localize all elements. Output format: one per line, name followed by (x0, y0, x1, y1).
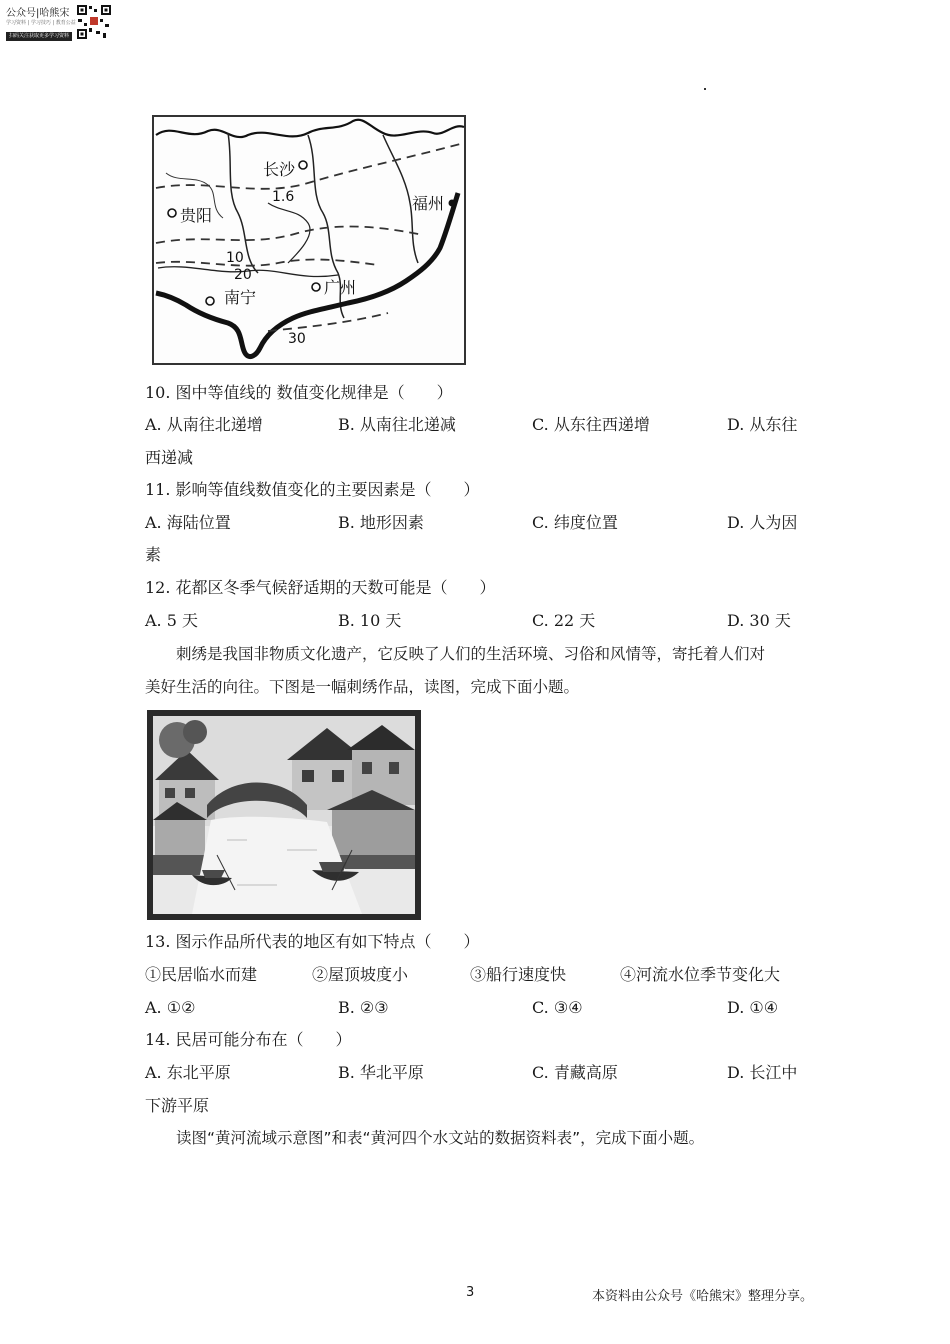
question-12-stem: 12. 花都区冬季气候舒适期的天数可能是（ ） (145, 578, 496, 597)
q12-option-c: C. 22 天 (532, 611, 596, 630)
footer-note: 本资料由公众号《哈熊宋》整理分享。 (592, 1289, 814, 1304)
q13-option-a: A. ①② (145, 998, 196, 1017)
q13-item-3: ③船行速度快 (470, 965, 567, 984)
q12-option-b: B. 10 天 (338, 611, 402, 630)
q14-option-d-wrap: 下游平原 (145, 1096, 210, 1115)
q13-item-1: ①民居临水而建 (145, 965, 258, 984)
isoline-label: 20 (234, 267, 252, 283)
qr-code-icon (76, 4, 112, 40)
intro-paragraph-2: 读图“黄河流域示意图”和表“黄河四个水文站的数据资料表”，完成下面小题。 (176, 1129, 705, 1147)
q13-option-b: B. ②③ (338, 998, 389, 1017)
intro-paragraph-line-1: 刺绣是我国非物质文化遗产，它反映了人们的生活环境、习俗和风情等，寄托着人们对 (176, 645, 766, 663)
stray-dot (704, 88, 706, 90)
city-label-nanning: 南宁 (224, 288, 257, 307)
q11-option-d: D. 人为因 (727, 513, 798, 532)
q12-option-d: D. 30 天 (727, 611, 791, 630)
embroidery-picture (147, 710, 421, 920)
q10-option-b: B. 从南往北递减 (338, 415, 456, 434)
q14-option-a: A. 东北平原 (145, 1063, 231, 1082)
question-13-stem: 13. 图示作品所代表的地区有如下特点（ ） (145, 932, 480, 951)
city-label-changsha: 长沙 (263, 160, 296, 179)
page-number: 3 (466, 1285, 475, 1300)
q10-option-c: C. 从东往西递增 (532, 415, 650, 434)
city-label-guangzhou: 广州 (324, 278, 357, 297)
isoline-label: 10 (226, 250, 244, 266)
question-10-stem: 10. 图中等值线的 数值变化规律是（ ） (145, 383, 453, 402)
q13-option-d: D. ①④ (727, 998, 779, 1017)
q13-option-c: C. ③④ (532, 998, 583, 1017)
q14-option-c: C. 青藏高原 (532, 1063, 618, 1082)
isoline-label: 30 (288, 331, 306, 347)
q13-item-4: ④河流水位季节变化大 (620, 965, 781, 984)
q11-option-b: B. 地形因素 (338, 513, 424, 532)
brand-header (6, 4, 112, 42)
q10-option-a: A. 从南往北递增 (145, 415, 263, 434)
q11-option-c: C. 纬度位置 (532, 513, 618, 532)
q14-option-d: D. 长江中 (727, 1063, 798, 1082)
q13-item-2: ②屋顶坡度小 (312, 965, 409, 984)
brand-tags: 学习资料 | 学习技巧 | 教育公益 (6, 20, 76, 26)
city-label-fuzhou: 福州 (412, 194, 445, 213)
q10-option-d: D. 从东往 (727, 415, 798, 434)
q11-option-a: A. 海陆位置 (145, 513, 231, 532)
isoline-label: 1.6 (272, 189, 295, 205)
question-14-stem: 14. 民居可能分布在（ ） (145, 1030, 352, 1049)
brand-name: 公众号|哈熊宋 (6, 8, 70, 19)
intro-paragraph-line-2: 美好生活的向往。下图是一幅刺绣作品，读图，完成下面小题。 (145, 678, 580, 696)
question-11-stem: 11. 影响等值线数值变化的主要因素是（ ） (145, 480, 480, 499)
city-label-guiyang: 贵阳 (180, 206, 213, 225)
q12-option-a: A. 5 天 (145, 611, 198, 630)
q14-option-b: B. 华北平原 (338, 1063, 424, 1082)
isoline-map (148, 113, 470, 367)
q10-option-d-wrap: 西递减 (145, 448, 194, 467)
q11-option-d-wrap: 素 (145, 545, 162, 564)
brand-bar: 扫码关注获取更多学习资料 (6, 32, 72, 41)
